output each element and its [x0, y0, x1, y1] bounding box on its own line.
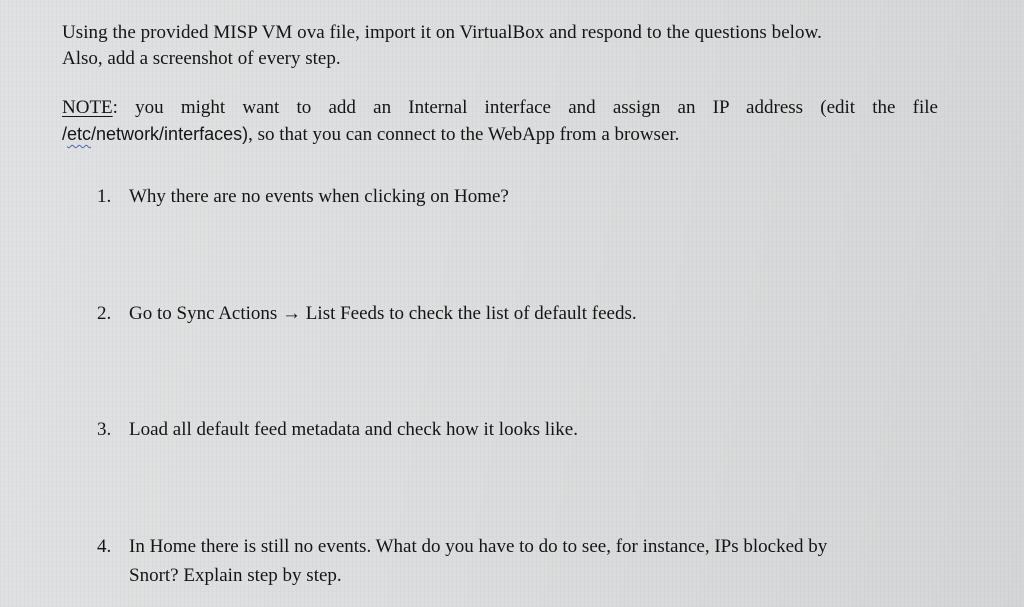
file-path-rest: /network/interfaces) [91, 124, 249, 144]
question-text-line-2: Snort? Explain step by step. [129, 565, 342, 586]
file-path-etc: etc [67, 124, 92, 144]
note-line-2-text: , so that you can connect to the WebApp from a browser. [248, 124, 680, 145]
intro-line-1: Using the provided MISP VM ova file, import it on VirtualBox and respond to the questions below. [62, 22, 822, 43]
question-text-line-1: In Home there is still no events. What do you have to do to see, for instance, IPs blocked by [129, 536, 828, 557]
question-2 [97, 299, 937, 328]
question-3 [97, 415, 937, 444]
question-4 [97, 532, 937, 590]
note-line-1-text: : you might want to add an Internal interface and assign an IP address (edit the file [112, 97, 938, 118]
file-path-prefix: / [62, 124, 68, 144]
question-text: Why there are no events when clicking on Home? [129, 186, 509, 207]
note-line-2 [62, 121, 940, 148]
note-line-1 [62, 95, 938, 121]
question-number: 1. [97, 186, 112, 207]
question-text: Load all default feed metadata and check how it looks like. [129, 419, 578, 440]
intro-line-2: Also, add a screenshot of every step. [62, 48, 341, 69]
question-text: Go to Sync Actions → List Feeds to check the list of default feeds. [129, 303, 637, 324]
question-number: 2. [97, 303, 112, 324]
file-path [62, 124, 248, 144]
intro-paragraph [62, 20, 962, 72]
note-paragraph [62, 95, 940, 148]
question-number: 4. [97, 536, 112, 557]
question-1 [97, 182, 937, 211]
question-number: 3. [97, 419, 112, 440]
note-label: NOTE [62, 97, 113, 118]
